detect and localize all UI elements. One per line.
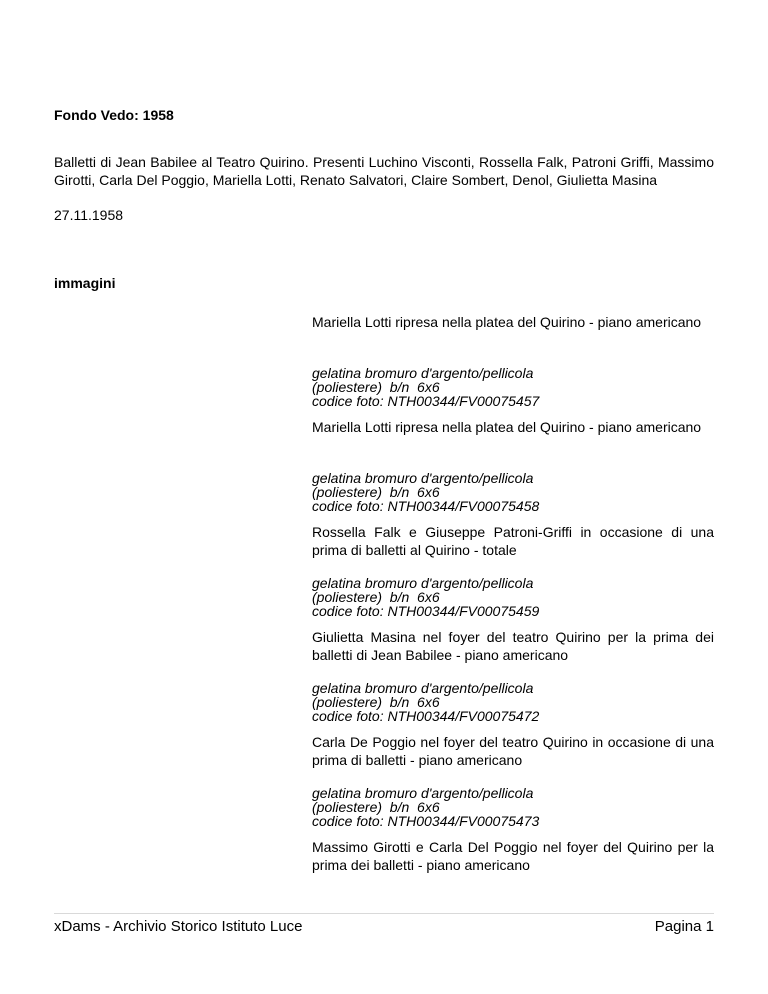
image-item bbox=[312, 523, 714, 628]
image-item bbox=[312, 313, 714, 418]
image-format: (poliestere) b/n 6x6 bbox=[312, 484, 440, 500]
footer-divider bbox=[54, 913, 714, 914]
image-code: codice foto: NTH00344/FV00075457 bbox=[312, 393, 540, 409]
footer-source: xDams - Archivio Storico Istituto Luce bbox=[54, 918, 303, 935]
image-caption: Mariella Lotti ripresa nella platea del Quirino - piano americano bbox=[312, 314, 702, 330]
images-section-title: immagini bbox=[54, 275, 116, 291]
image-caption: Rossella Falk e Giuseppe Patroni-Griffi in occasione di una prima di balletti al Quirino - totale bbox=[312, 524, 714, 558]
image-list bbox=[312, 313, 714, 882]
image-code: codice foto: NTH00344/FV00075473 bbox=[312, 813, 540, 829]
image-item bbox=[312, 733, 714, 838]
image-metadata bbox=[312, 786, 714, 838]
image-format: (poliestere) b/n 6x6 bbox=[312, 589, 440, 605]
image-material: gelatina bromuro d'argento/pellicola bbox=[312, 575, 534, 591]
image-material: gelatina bromuro d'argento/pellicola bbox=[312, 785, 534, 801]
image-caption: Massimo Girotti e Carla Del Poggio nel foyer del Quirino per la prima dei balletti - piano americano bbox=[312, 839, 714, 873]
record-date: 27.11.1958 bbox=[54, 207, 124, 223]
image-metadata bbox=[312, 576, 714, 628]
record-description: Balletti di Jean Babilee al Teatro Quirino. Presenti Luchino Visconti, Rossella Falk, Patroni Griffi, Massimo Girotti, Carla Del Poggio, Mariella Lotti, Renato Salvatori, Claire Sombert, Denol, Giulietta Masina bbox=[54, 154, 714, 188]
image-format: (poliestere) b/n 6x6 bbox=[312, 799, 440, 815]
image-metadata bbox=[312, 681, 714, 733]
image-code: codice foto: NTH00344/FV00075472 bbox=[312, 708, 540, 724]
image-material: gelatina bromuro d'argento/pellicola bbox=[312, 680, 534, 696]
image-caption: Mariella Lotti ripresa nella platea del Quirino - piano americano bbox=[312, 419, 702, 435]
image-metadata bbox=[312, 471, 714, 523]
image-format: (poliestere) b/n 6x6 bbox=[312, 379, 440, 395]
image-metadata bbox=[312, 366, 714, 418]
fondo-title: Fondo Vedo: 1958 bbox=[54, 107, 174, 123]
image-format: (poliestere) b/n 6x6 bbox=[312, 694, 440, 710]
image-item bbox=[312, 628, 714, 733]
image-caption: Giulietta Masina nel foyer del teatro Quirino per la prima dei balletti di Jean Babilee - piano americano bbox=[312, 629, 714, 663]
image-code: codice foto: NTH00344/FV00075458 bbox=[312, 498, 540, 514]
image-item bbox=[312, 838, 714, 882]
image-material: gelatina bromuro d'argento/pellicola bbox=[312, 470, 534, 486]
image-caption: Carla De Poggio nel foyer del teatro Quirino in occasione di una prima di balletti - piano americano bbox=[312, 734, 714, 768]
footer-page-number: Pagina 1 bbox=[654, 918, 714, 935]
image-code: codice foto: NTH00344/FV00075459 bbox=[312, 603, 540, 619]
image-item bbox=[312, 418, 714, 523]
image-material: gelatina bromuro d'argento/pellicola bbox=[312, 365, 534, 381]
